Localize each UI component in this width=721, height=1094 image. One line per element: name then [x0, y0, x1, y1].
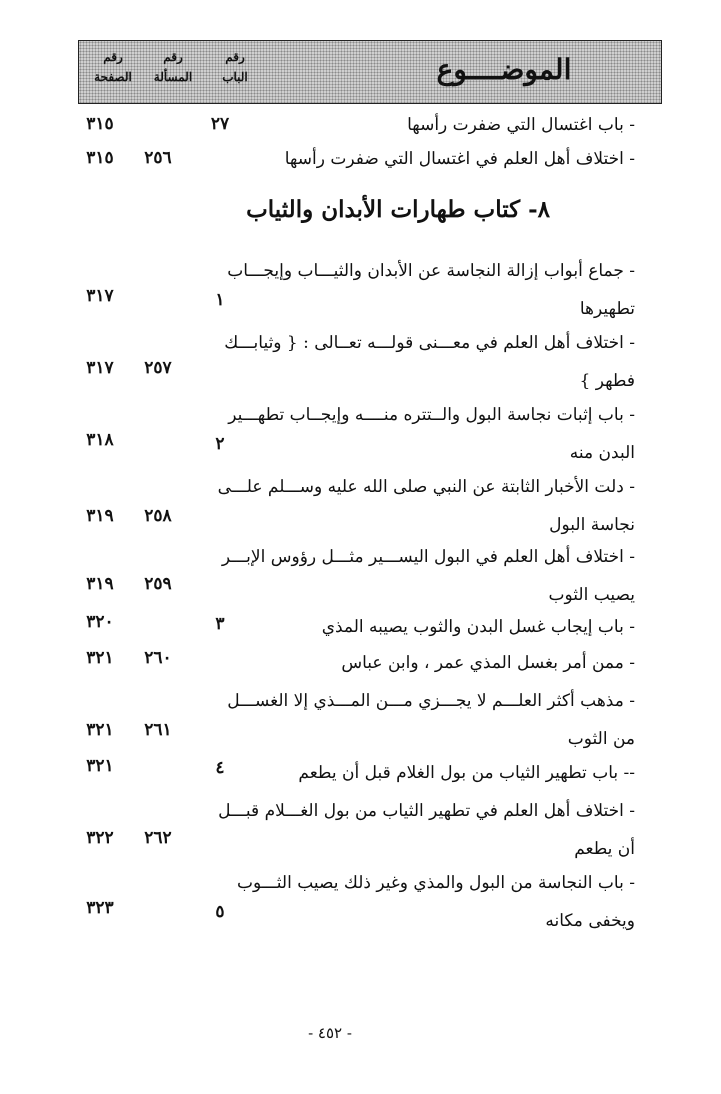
page-ref: ٣١٧ [86, 286, 114, 306]
page-ref: ٣٢٠ [86, 612, 114, 632]
topic-line: - دلت الأخبار الثابتة عن النبي صلى الله عليه وســـلم علـــى [217, 477, 635, 497]
topic-line: - اختلاف أهل العلم في تطهير الثياب من بول الغـــلام قبـــل [218, 801, 635, 821]
topic-line-cont: البدن منه [569, 443, 635, 463]
page-ref: ٣١٨ [86, 430, 114, 450]
topic-line-cont: ويخفى مكانه [545, 911, 635, 931]
topic-line: - اختلاف أهل العلم في البول اليســـير مثـــل رؤوس الإبـــر [221, 547, 635, 567]
page-ref: ٣١٥ [86, 114, 114, 134]
page-ref: ٣١٩ [86, 506, 114, 526]
page-ref: ٣١٧ [86, 358, 114, 378]
masala-number: ٢٥٦ [144, 148, 172, 168]
section-heading: ٨- كتاب طهارات الأبدان والثياب [246, 196, 550, 223]
topic-line: - اختلاف أهل العلم في معـــنى قولـــه تعــالى : { وثيابـــك [224, 333, 635, 353]
topic-line-cont: فطهر } [579, 371, 635, 391]
topic-line: - باب إثبات نجاسة البول والــتتره منــــه وإيجــاب تطهـــير [228, 405, 635, 425]
topic-line: - باب اغتسال التي ضفرت رأسها [407, 115, 635, 135]
page-ref: ٣٢١ [86, 756, 114, 776]
bab-number: ٥ [215, 902, 225, 922]
masala-number: ٢٦١ [144, 720, 172, 740]
masala-number: ٢٥٩ [144, 574, 172, 594]
header-col-bab-line1: رقم [225, 50, 245, 64]
bab-number: ٢٧ [210, 114, 230, 134]
header-col-safha-line2: الصفحة [94, 70, 132, 84]
header-col-masala-line1: رقم [163, 50, 183, 64]
masala-number: ٢٥٨ [144, 506, 172, 526]
bab-number: ٢ [215, 434, 225, 454]
masala-number: ٢٦٠ [144, 648, 172, 668]
header-col-safha [85, 47, 141, 87]
bab-number: ١ [215, 290, 225, 310]
masala-number: ٢٦٢ [144, 828, 172, 848]
topic-line-cont: من الثوب [567, 729, 635, 749]
bab-number: ٣ [215, 614, 225, 634]
topic-line: - باب النجاسة من البول والمذي وغير ذلك يصيب الثـــوب [237, 873, 635, 893]
header-col-bab [207, 47, 263, 87]
topic-line-cont: يصيب الثوب [548, 585, 635, 605]
header-col-masala-line2: المسألة [153, 70, 193, 84]
table-header [78, 40, 662, 104]
page-ref: ٣٢١ [86, 720, 114, 740]
page-ref: ٣٢٣ [86, 898, 114, 918]
topic-line: - مذهب أكثر العلـــم لا يجـــزي مـــن المـــذي إلا الغســـل [227, 691, 635, 711]
header-col-safha-line1: رقم [103, 50, 123, 64]
topic-line-cont: نجاسة البول [549, 515, 635, 535]
header-title: الموضــــوع [436, 53, 572, 86]
page-ref: ٣٢١ [86, 648, 114, 668]
topic-line-cont: أن يطعم [574, 839, 635, 859]
page-ref: ٣١٥ [86, 148, 114, 168]
topic-line: - اختلاف أهل العلم في اغتسال التي ضفرت رأسها [284, 149, 635, 169]
topic-line: -- باب تطهير الثياب من بول الغلام قبل أن يطعم [298, 763, 635, 783]
header-col-masala [145, 47, 201, 87]
topic-line: - باب إيجاب غسل البدن والثوب يصيبه المذي [321, 617, 635, 637]
masala-number: ٢٥٧ [144, 358, 172, 378]
bab-number: ٤ [215, 758, 225, 778]
page-ref: ٣٢٢ [86, 828, 114, 848]
topic-line-cont: تطهيرها [579, 299, 635, 319]
header-col-bab-line2: الباب [222, 70, 248, 84]
page-number: - ٤٥٢ - [308, 1024, 352, 1042]
page-ref: ٣١٩ [86, 574, 114, 594]
topic-line: - ممن أمر بغسل المذي عمر ، وابن عباس [341, 653, 635, 673]
topic-line: - جماع أبواب إزالة النجاسة عن الأبدان والثيـــاب وإيجـــاب [227, 261, 635, 281]
